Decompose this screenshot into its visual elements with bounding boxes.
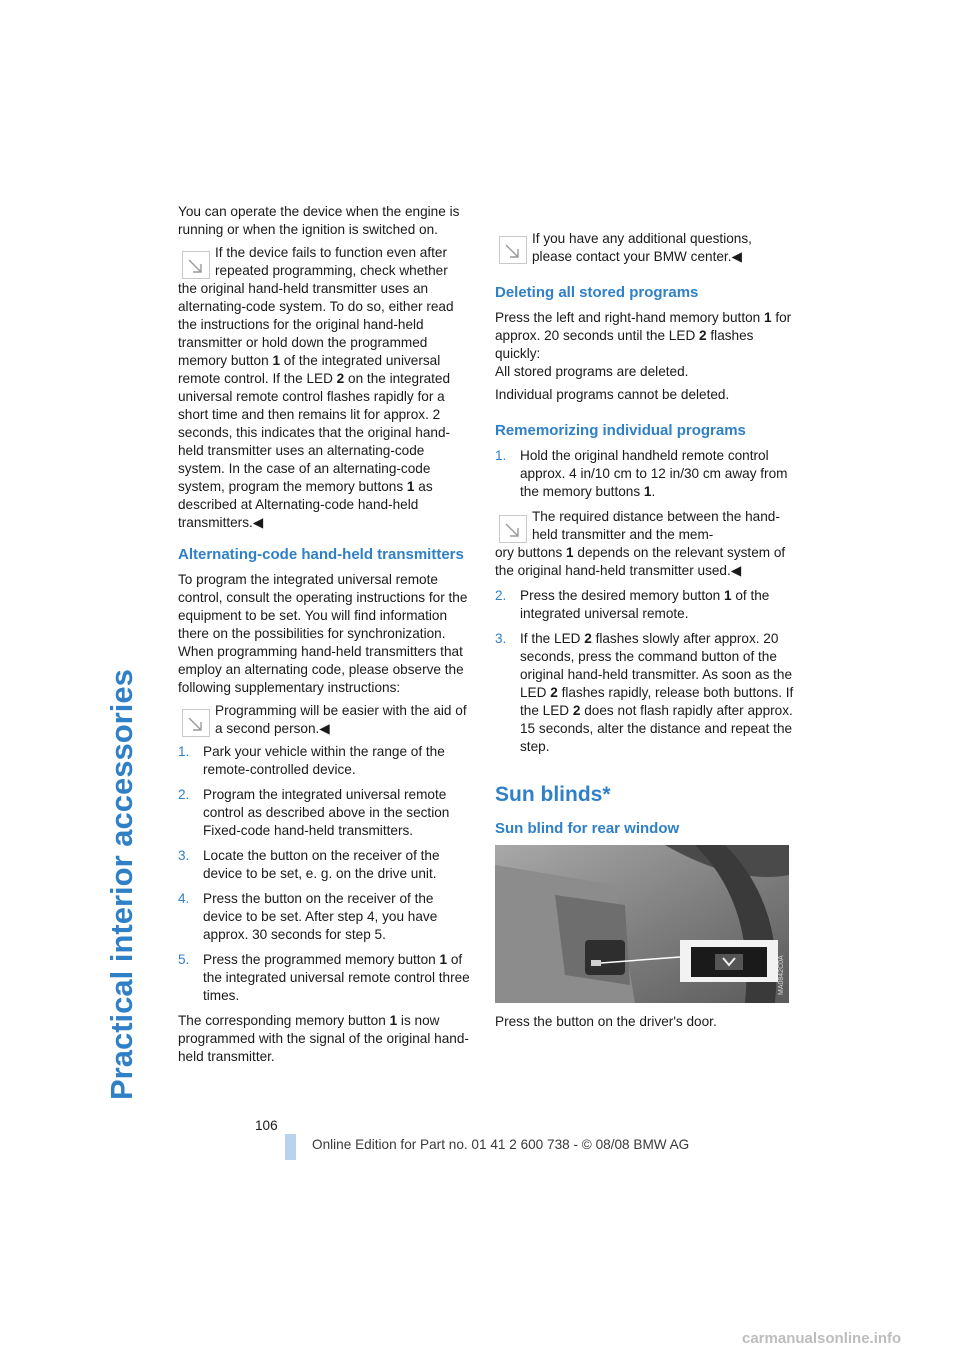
note-arrow-icon [182,251,210,279]
led-ref: 2 [584,631,592,646]
note-block [178,702,474,738]
heading-alternating-code: Alternating-code hand-held transmitters [178,546,464,563]
note-arrow-icon [182,709,210,737]
heading-rear-window: Sun blind for rear window [495,820,680,837]
step-number: 3. [178,848,190,863]
note-block [495,508,795,580]
heading-rememorizing: Rememorizing individual programs [495,422,746,439]
step-text: does not flash rapidly after approx. 15 seconds, alter the distance and repeat the step. [520,703,793,754]
list-item [495,447,795,580]
button-ref: 1 [566,545,574,560]
note-segment: ory buttons [495,545,563,560]
paragraph: Press the button on the driver's door. [495,1014,717,1029]
step-number: 5. [178,952,190,967]
step-text: Press the button on the receiver of the device to be set. After step 4, you have approx. 30 seconds for step 5. [203,891,438,942]
steps-list [495,447,795,756]
paragraph: When programming hand-held transmitters that employ an alternating code, please observe the following supplementary instructions: [178,644,464,695]
step-number: 3. [495,631,507,646]
step-number: 4. [178,891,190,906]
page-number: 106 [255,1118,278,1133]
step-text: flashes slowly after approx. 20 seconds, press the command button of the original hand-held transmitter. As soon as the LED [520,631,793,700]
right-column [495,230,795,1036]
button-ref: 1 [439,952,448,967]
chapter-side-title [92,40,152,1100]
step-text: Press the programmed memory button [203,952,436,967]
photo-code: MA0842C0A [778,955,785,995]
end-mark-icon: ◀ [730,563,742,578]
chapter-title-text: Practical interior accessories [104,669,139,1100]
note-arrow-icon [499,236,527,264]
note-block [495,230,795,266]
door-button-photo [495,845,789,1003]
paragraph [178,1012,474,1066]
footer-text: Online Edition for Part no. 01 41 2 600 738 - © 08/08 BMW AG [312,1137,690,1152]
step-text: If the LED [520,631,581,646]
step-text: Park your vehicle within the range of the remote-controlled device. [203,744,445,777]
text-segment: for approx. 20 seconds until the LED [495,310,792,343]
note-segment: depends on the relevant system of the original hand-held transmitter used. [495,545,786,578]
left-column [178,203,474,1071]
note-text [178,702,474,738]
heading-deleting: Deleting all stored programs [495,284,699,301]
note-segment: the original hand-held transmitter uses an alternating-code system. To do so, either read the instructions for the original hand-held transmitter or hold down the programmed memory button [178,281,454,368]
button-ref: 1 [272,353,281,368]
step-number: 1. [495,448,507,463]
list-item [178,847,474,883]
heading-sun-blinds: Sun blinds* [495,783,611,806]
footer-bar [285,1134,296,1160]
paragraph [495,309,795,363]
step-text: Program the integrated universal remote control as described above in the section Fixed-code hand-held transmitters. [203,787,450,838]
step-text: of the integrated universal remote control three times. [203,952,470,1003]
step-text: Locate the button on the receiver of the device to be set, e. g. on the drive unit. [203,848,440,881]
note-text-continued [178,280,474,532]
note-text-continued [495,544,795,580]
paragraph: To program the integrated universal remote control, consult the operating instructions for the equipment to be set. You will find information there on the possibilities for synchronization. [178,572,468,641]
steps-list [178,743,474,1005]
paragraph: Individual programs cannot be deleted. [495,387,730,402]
text-segment: is now programmed with the signal of the original hand-held transmitter. [178,1013,469,1064]
button-ref: 1 [406,479,415,494]
button-ref: 1 [389,1013,398,1028]
list-item [178,743,474,779]
note-segment: on the integrated universal remote control flashes rapidly for a short time and then remains lit for approx. 2 seconds, this indicates that the original hand-held transmitter uses an alternating-code system. In the case of an alternating-code system, program the memory buttons [178,371,451,494]
list-item [495,587,795,623]
note-text: The required distance between the hand-held transmitter and the mem- [532,509,780,542]
step-text: Hold the original handheld remote control approx. 4 in/10 cm to 12 in/30 cm away from the memory buttons [520,448,788,499]
text-segment: Press the left and right-hand memory button [495,310,761,325]
note-segment: If you have any additional questions, please contact your BMW center. [532,231,752,264]
step-text: . [651,484,656,499]
button-ref: 1 [764,310,772,325]
note-segment: as described at Alternating-code hand-held transmitters. [178,479,433,530]
button-ref: 1 [724,588,732,603]
led-ref: 2 [336,371,345,386]
led-ref: 2 [572,703,581,718]
text-segment: The corresponding memory button [178,1013,386,1028]
end-mark-icon: ◀ [252,515,264,530]
step-text: flashes rapidly, release both buttons. If the LED [520,685,794,718]
step-text: of the integrated universal remote. [520,588,770,621]
step-text: Press the desired memory button [520,588,721,603]
note-segment: Programming will be easier with the aid of a second person. [215,703,467,736]
note-segment: of the integrated universal remote control. If the LED [178,353,441,386]
end-mark-icon: ◀ [319,721,330,736]
step-number: 1. [178,744,190,759]
note-text [495,230,795,266]
list-item [178,890,474,944]
led-ref: 2 [550,685,558,700]
watermark: carmanualsonline.info [742,1330,902,1347]
step-number: 2. [178,787,190,802]
paragraph: All stored programs are deleted. [495,364,689,379]
note-arrow-icon [499,515,527,543]
note-block [178,244,474,532]
intro-paragraph: You can operate the device when the engine is running or when the ignition is switched on. [178,204,460,237]
list-item [178,786,474,840]
end-mark-icon: ◀ [731,249,742,264]
note-text: If the device fails to function even after repeated programming, check whether [215,245,448,278]
text-segment: flashes quickly: [495,328,754,361]
button-ref: 1 [643,484,652,499]
list-item [495,630,795,756]
led-ref: 2 [699,328,707,343]
list-item [178,951,474,1005]
step-number: 2. [495,588,507,603]
